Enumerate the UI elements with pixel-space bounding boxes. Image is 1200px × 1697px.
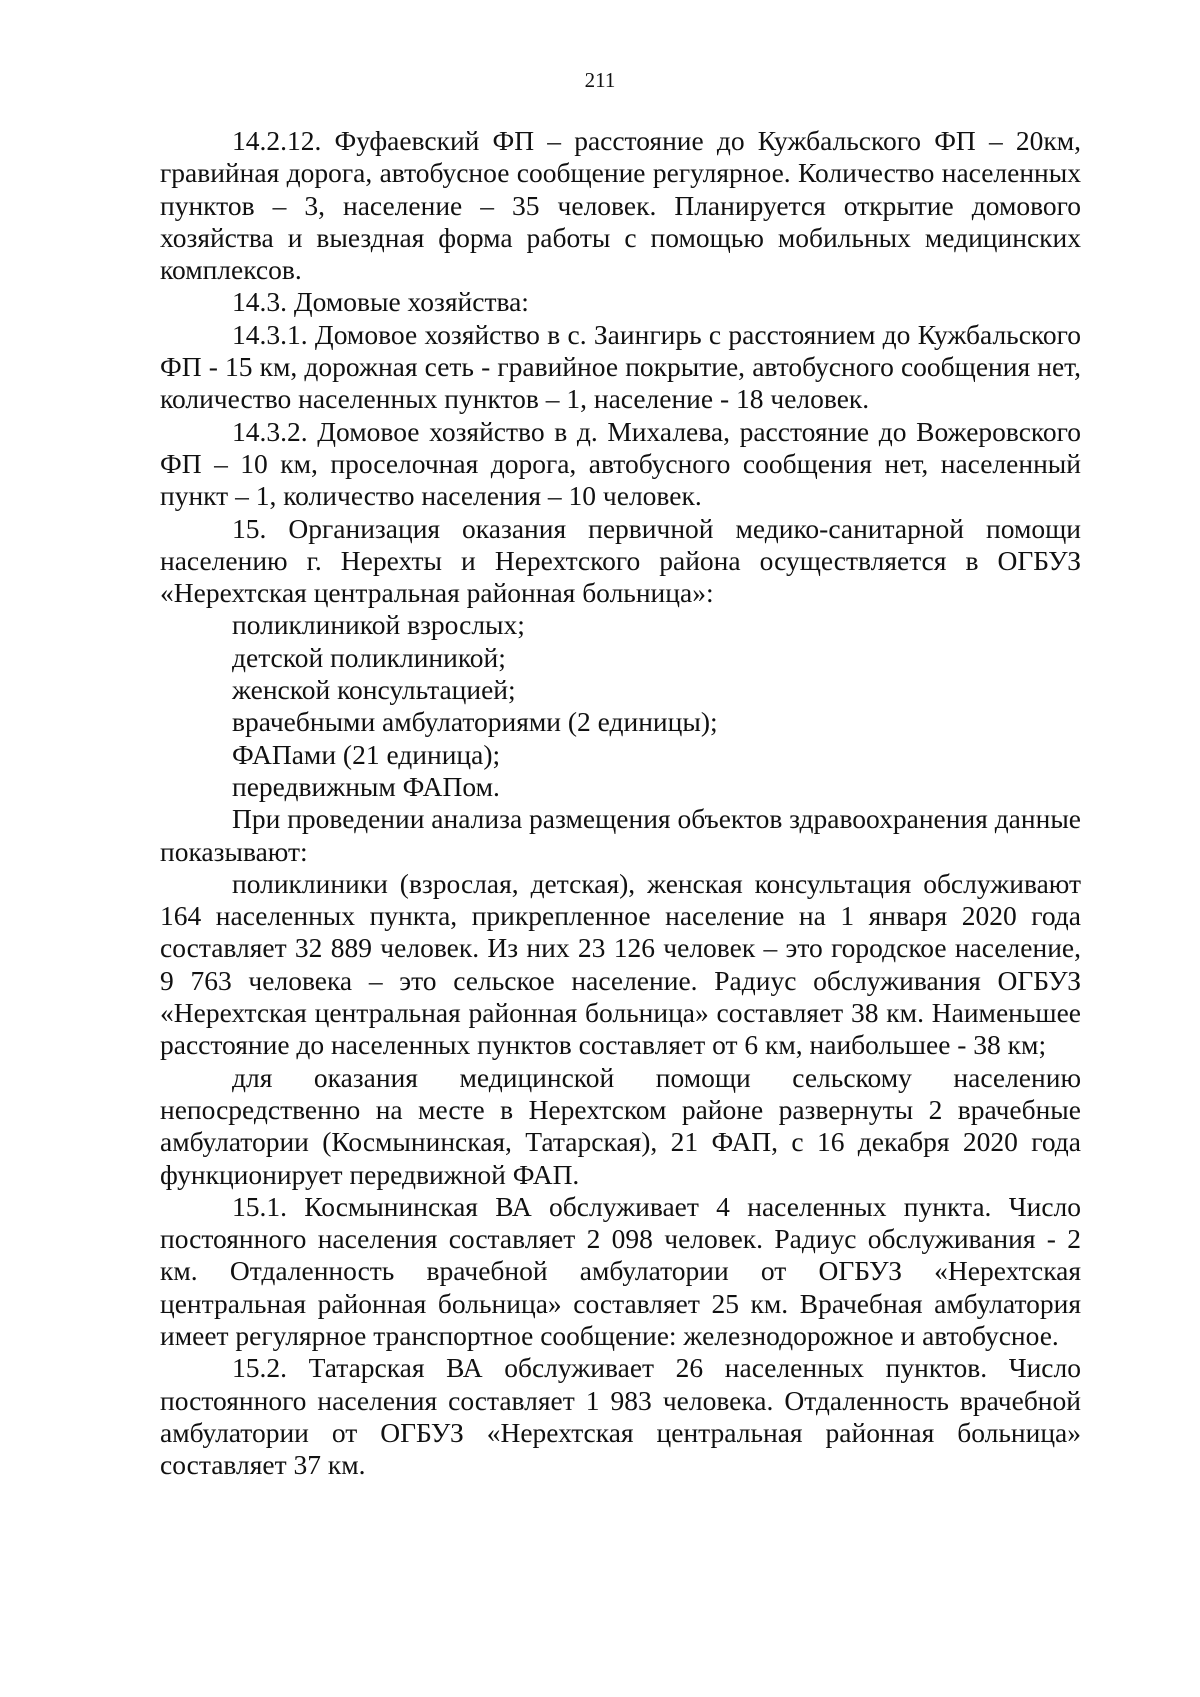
paragraph: 14.3.2. Домовое хозяйство в д. Михалева, расстояние до Вожеровского ФП – 10 км, проселочная дорога, автобусного сообщения нет, населенный пункт – 1, количество населения – 10 человек.: [160, 415, 1081, 512]
list-item: поликлиникой взрослых;: [232, 609, 525, 641]
paragraph: для оказания медицинской помощи сельскому населению непосредственно на месте в Нерехтском районе развернуты 2 врачебные амбулатории (Космынинская, Татарская), 21 ФАП, с 16 декабря 2020 года функционирует передвижной ФАП.: [160, 1061, 1081, 1190]
paragraph: поликлиники (взрослая, детская), женская консультация обслуживают 164 населенных пункта, прикрепленное население на 1 января 2020 года составляет 32 889 человек. Из них 23 126 человек – это городское население, 9 763 человека – это сельское население. Радиус обслуживания ОГБУЗ «Нерехтская центральная районная больница» составляет 38 км. Наименьшее расстояние до населенных пунктов составляет от 6 км, наибольшее - 38 км;: [160, 867, 1081, 1061]
paragraph: 14.3.1. Домовое хозяйство в с. Заингирь с расстоянием до Кужбальского ФП - 15 км, дорожная сеть - гравийное покрытие, автобусного сообщения нет, количество населенных пунктов – 1, население - 18 человек.: [160, 318, 1081, 415]
list-item: женской консультацией;: [232, 674, 516, 706]
paragraph: 15.2. Татарская ВА обслуживает 26 населенных пунктов. Число постоянного населения составляет 1 983 человека. Отдаленность врачебной амбулатории от ОГБУЗ «Нерехтская центральная районная больница» составляет 37 км.: [160, 1352, 1081, 1481]
paragraph: 15. Организация оказания первичной медико-санитарной помощи населению г. Нерехты и Нерехтского района осуществляется в ОГБУЗ «Нерехтская центральная районная больница»:: [160, 512, 1081, 609]
document-body: [160, 125, 1081, 1481]
paragraph: При проведении анализа размещения объектов здравоохранения данные показывают:: [160, 803, 1082, 867]
paragraph: 14.3. Домовые хозяйства:: [232, 286, 529, 318]
list-item: ФАПами (21 единица);: [232, 738, 501, 770]
list-item: врачебными амбулаториями (2 единицы);: [232, 706, 718, 738]
paragraph: 14.2.12. Фуфаевский ФП – расстояние до Кужбальского ФП – 20км, гравийная дорога, автобусное сообщение регулярное. Количество населенных пунктов – 3, население – 35 человек. Планируется открытие домового хозяйства и выездная форма работы с помощью мобильных медицинских комплексов.: [160, 125, 1081, 286]
paragraph: 15.1. Космынинская ВА обслуживает 4 населенных пункта. Число постоянного населения составляет 2 098 человек. Радиус обслуживания - 2 км. Отдаленность врачебной амбулатории от ОГБУЗ «Нерехтская центральная районная больница» составляет 25 км. Врачебная амбулатория имеет регулярное транспортное сообщение: железнодорожное и автобусное.: [160, 1190, 1081, 1351]
list-item: детской поликлиникой;: [232, 641, 506, 673]
list-item: передвижным ФАПом.: [232, 770, 500, 802]
page-number: 211: [584, 68, 616, 92]
